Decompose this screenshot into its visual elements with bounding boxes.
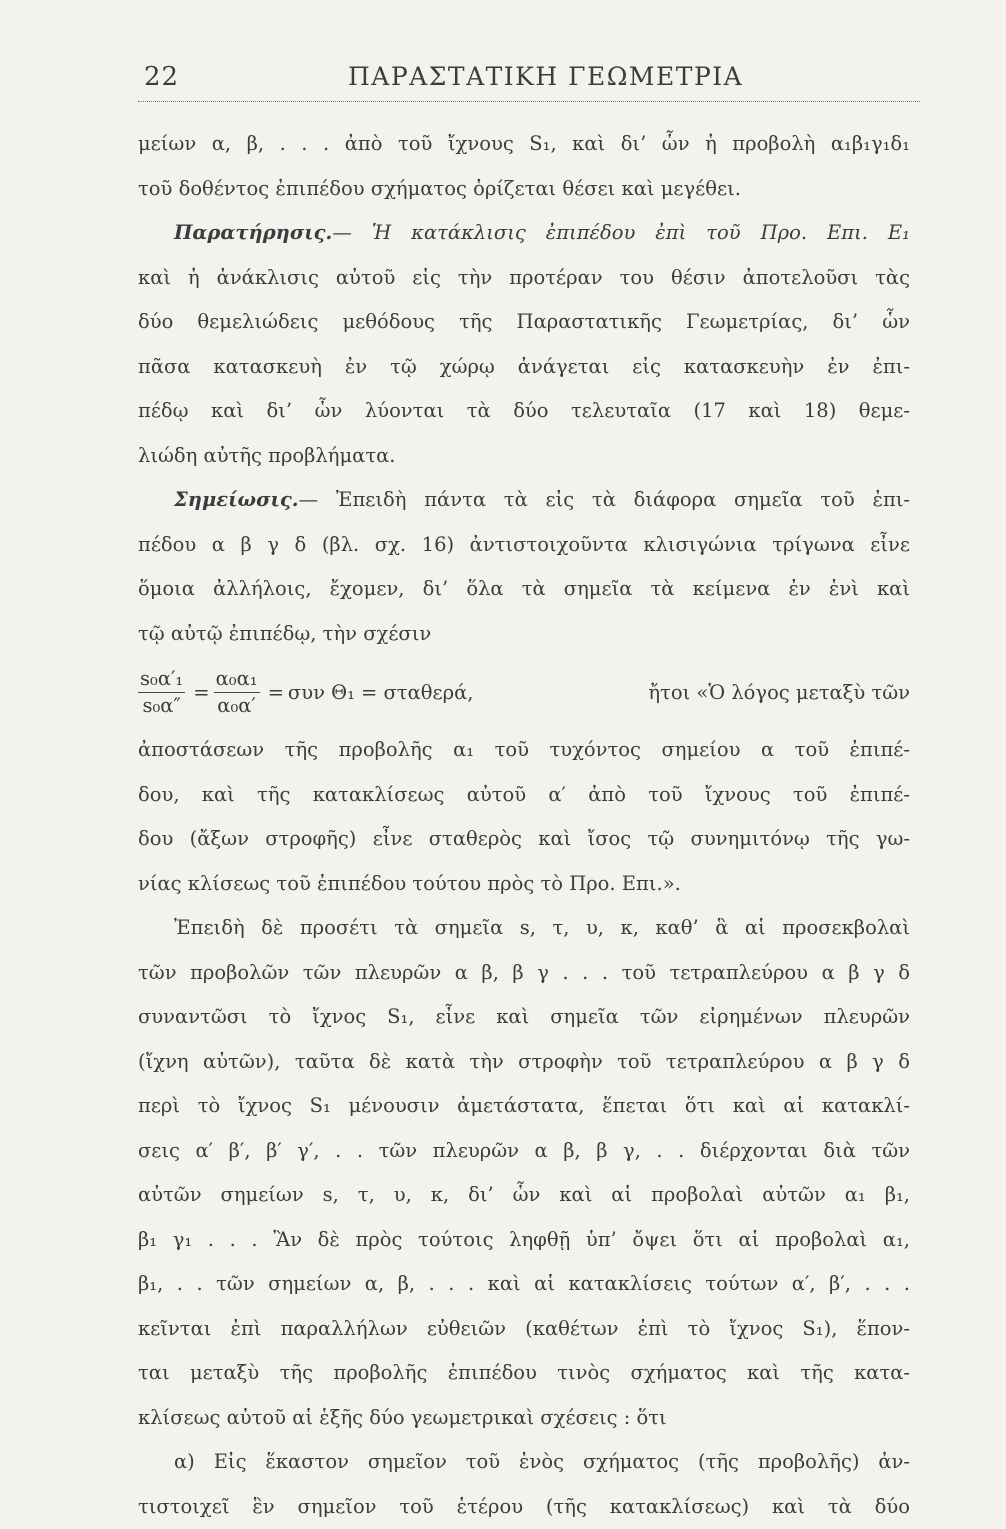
text-line: α) Εἰς ἕκαστον σημεῖον τοῦ ἑνὸς σχήματος (τῆς προβολῆς) ἀν- (138, 1440, 910, 1485)
text-line: (ἴχνη αὐτῶν), ταῦτα δὲ κατὰ τὴν στροφὴν τοῦ τετραπλεύρου α β γ δ (138, 1040, 910, 1085)
equals-sign: = (268, 681, 284, 704)
text-line: συναντῶσι τὸ ἴχνος S₁, εἶνε καὶ σημεῖα τῶν εἰρημένων πλευρῶν (138, 995, 910, 1040)
text-line: κεῖνται ἐπὶ παραλλήλων εὐθειῶν (καθέτων ἐπὶ τὸ ἴχνος S₁), ἕπον- (138, 1307, 910, 1352)
text-line: λιώδη αὐτῆς προβλήματα. (138, 434, 910, 479)
text-line: β₁, . . τῶν σημείων α, β, . . . καὶ αἱ κατακλίσεις τούτων α′, β′, . . . (138, 1262, 910, 1307)
text-line: πᾶσα κατασκευὴ ἐν τῷ χώρῳ ἀνάγεται εἰς κατασκευὴν ἐν ἐπι- (138, 345, 910, 390)
cosine-term: συν Θ₁ (288, 681, 355, 704)
text-line: περὶ τὸ ἴχνος S₁ μένουσιν ἀμετάστατα, ἕπεται ὅτι καὶ αἱ κατακλί- (138, 1084, 910, 1129)
remark-line (138, 211, 910, 256)
text-line: αὐτῶν σημείων s, τ, υ, κ, δι’ ὧν καὶ αἱ προβολαὶ αὐτῶν α₁ β₁, (138, 1173, 910, 1218)
text-line: δύο θεμελιώδεις μεθόδους τῆς Παραστατικῆς Γεωμετρίας, δι’ ὧν (138, 300, 910, 345)
note-lead: — Ἐπειδὴ πάντα τὰ εἰς τὰ διάφορα σημεῖα τοῦ ἐπι- (299, 488, 910, 511)
text-line: δου (ἄξων στροφῆς) εἶνε σταθερὸς καὶ ἴσος τῷ συνημιτόνῳ τῆς γω- (138, 817, 910, 862)
body-text (138, 122, 910, 1529)
text-line: τῷ αὐτῷ ἐπιπέδῳ, τὴν σχέσιν (138, 612, 910, 657)
note-heading: Σημείωσις. (174, 488, 299, 511)
formula-tail (361, 681, 910, 704)
header-rule (138, 101, 920, 102)
text-line: β₁ γ₁ . . . Ἂν δὲ πρὸς τούτοις ληφθῇ ὑπ’ ὄψει ὅτι αἱ προβολαὶ α₁, (138, 1218, 910, 1263)
text-line: μείων α, β, . . . ἀπὸ τοῦ ἴχνους S₁, καὶ δι’ ὧν ἡ προβολὴ α₁β₁γ₁δ₁ (138, 122, 910, 167)
remark-heading: Παρατήρησις. (174, 221, 332, 244)
text-line: τῶν προβολῶν τῶν πλευρῶν α β, β γ . . . τοῦ τετραπλεύρου α β γ δ (138, 951, 910, 996)
text-line: σεις α′ β′, β′ γ′, . . τῶν πλευρῶν α β, β γ, . . διέρχονται διὰ τῶν (138, 1129, 910, 1174)
text-line: Ἐπειδὴ δὲ προσέτι τὰ σημεῖα s, τ, υ, κ, καθ’ ἃ αἱ προσεκβολαὶ (138, 906, 910, 951)
fraction-1-denominator: s₀α″ (140, 693, 182, 719)
text-line: ὅμοια ἀλλήλοις, ἔχομεν, δι’ ὅλα τὰ σημεῖα τὰ κείμενα ἐν ἑνὶ καὶ (138, 567, 910, 612)
text-line: τοῦ δοθέντος ἐπιπέδου σχήματος ὁρίζεται θέσει καὶ μεγέθει. (138, 167, 910, 212)
note-line (138, 478, 910, 523)
text-line: πέδου α β γ δ (βλ. σχ. 16) ἀντιστοιχοῦντα κλισιγώνια τρίγωνα εἶνε (138, 523, 910, 568)
remark-lead: — Ἡ κατάκλισις ἐπιπέδου ἐπὶ τοῦ Προ. Επι. Ε₁ (332, 221, 910, 244)
running-title: ΠΑΡΑΣΤΑΤΙΚΗ ΓΕΩΜΕΤΡΙΑ (348, 62, 743, 91)
equals-sign: = (193, 681, 209, 704)
text-line: καὶ ἡ ἀνάκλισις αὐτοῦ εἰς τὴν προτέραν του θέσιν ἀποτελοῦσι τὰς (138, 256, 910, 301)
page-header (138, 62, 918, 102)
fraction-1 (138, 666, 185, 719)
constant-term: = σταθερά, (361, 681, 473, 704)
text-line: τιστοιχεῖ ἓν σημεῖον τοῦ ἑτέρου (τῆς κατακλίσεως) καὶ τὰ δύο (138, 1485, 910, 1529)
fraction-2-numerator: α₀α₁ (214, 666, 260, 693)
fraction-2-denominator: α₀α′ (215, 693, 258, 719)
ratio-formula (138, 656, 910, 728)
page-number: 22 (144, 62, 179, 92)
text-line: νίας κλίσεως τοῦ ἐπιπέδου τούτου πρὸς τὸ Προ. Επι.». (138, 862, 910, 907)
formula-continuation: ἤτοι «Ὁ λόγος μεταξὺ τῶν (648, 681, 910, 704)
text-line: ἀποστάσεων τῆς προβολῆς α₁ τοῦ τυχόντος σημείου α τοῦ ἐπιπέ- (138, 728, 910, 773)
text-line: κλίσεως αὐτοῦ αἱ ἑξῆς δύο γεωμετρικαὶ σχέσεις : ὅτι (138, 1396, 910, 1441)
text-line: δου, καὶ τῆς κατακλίσεως αὐτοῦ α′ ἀπὸ τοῦ ἴχνους τοῦ ἐπιπέ- (138, 773, 910, 818)
fraction-2 (214, 666, 260, 719)
fraction-1-numerator: s₀α′₁ (138, 666, 185, 693)
text-line: πέδῳ καὶ δι’ ὧν λύονται τὰ δύο τελευταῖα (17 καὶ 18) θεμε- (138, 389, 910, 434)
text-line: ται μεταξὺ τῆς προβολῆς ἐπιπέδου τινὸς σχήματος καὶ τῆς κατα- (138, 1351, 910, 1396)
